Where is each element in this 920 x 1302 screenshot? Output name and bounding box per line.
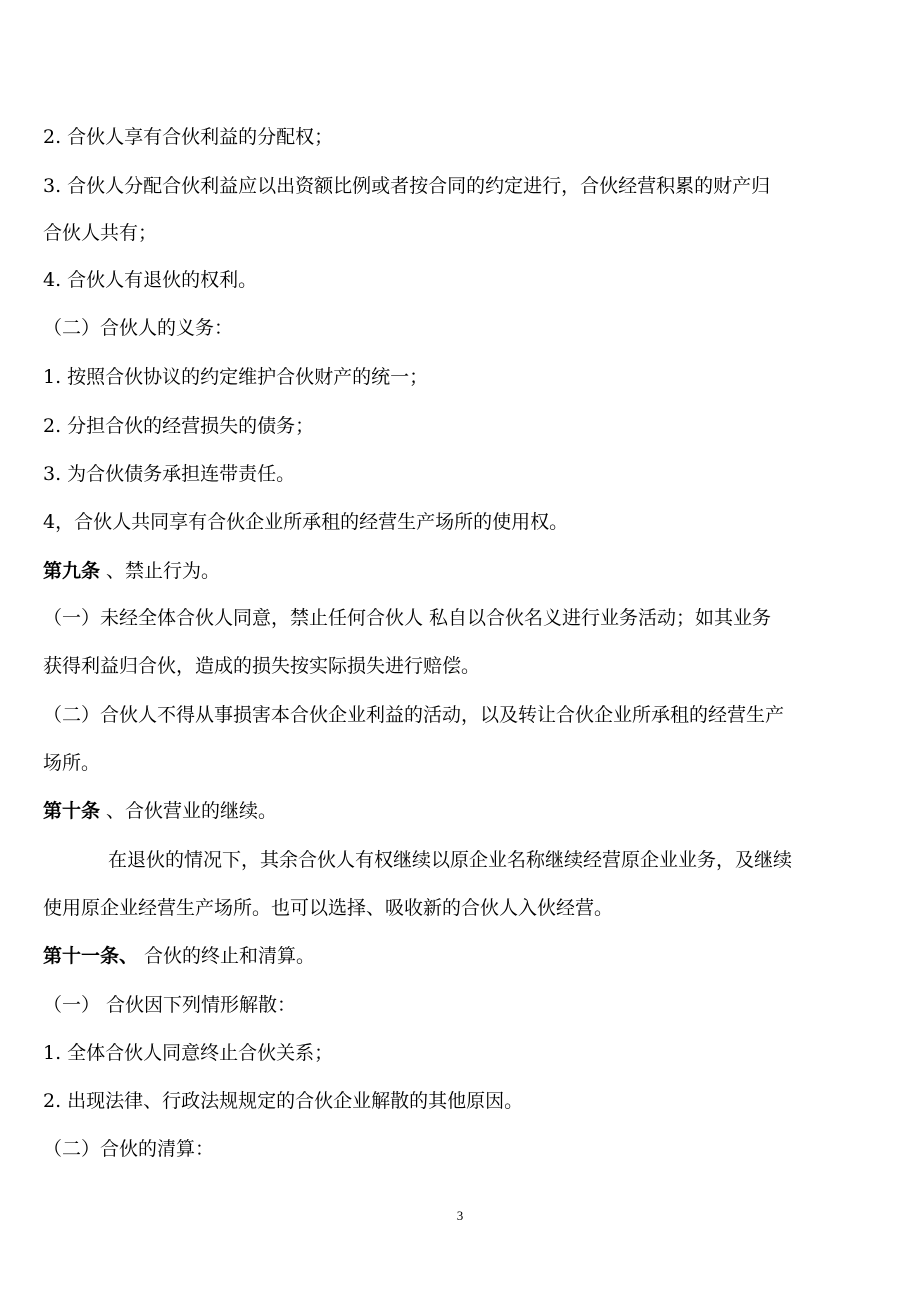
text-line: 4. 合伙人有退伙的权利。 bbox=[43, 269, 258, 291]
text-line: （二）合伙人不得从事损害本合伙企业利益的活动，以及转让合伙企业所承租的经营生产 bbox=[43, 704, 785, 726]
text-line: 3. 为合伙债务承担连带责任。 bbox=[43, 463, 296, 485]
article-heading bbox=[43, 799, 920, 823]
article-title: 、合伙营业的继续。 bbox=[100, 800, 278, 822]
text-line: （二）合伙的清算： bbox=[43, 1138, 215, 1160]
text-line: （一）未经全体合伙人同意，禁止任何合伙人 私自以合伙名义进行业务活动；如其业务 bbox=[43, 607, 772, 629]
text-line: 场所。 bbox=[43, 752, 101, 774]
text-line: （二）合伙人的义务： bbox=[43, 317, 234, 339]
text-line: （一） 合伙因下列情形解散： bbox=[43, 994, 297, 1016]
text-line: 1. 按照合伙协议的约定维护合伙财产的统一； bbox=[43, 366, 429, 388]
text-line: 2. 合伙人享有合伙利益的分配权； bbox=[43, 126, 334, 148]
article-number: 第十条 bbox=[43, 800, 101, 822]
page-number: 3 bbox=[456, 1208, 464, 1223]
article-title: 、禁止行为。 bbox=[100, 560, 221, 582]
text-line: 2. 分担合伙的经营损失的债务； bbox=[43, 415, 315, 437]
article-number: 第九条 bbox=[43, 560, 101, 582]
article-number: 第十一条、 bbox=[43, 945, 139, 967]
text-line: 合伙人共有； bbox=[43, 222, 158, 244]
article-heading bbox=[43, 559, 920, 583]
article-title: 合伙的终止和清算。 bbox=[138, 945, 316, 967]
text-line: 在退伙的情况下，其余合伙人有权继续以原企业名称继续经营原企业业务，及继续 bbox=[108, 849, 793, 871]
text-line: 2. 出现法律、行政法规规定的合伙企业解散的其他原因。 bbox=[43, 1090, 524, 1112]
text-line: 3. 合伙人分配合伙利益应以出资额比例或者按合同的约定进行，合伙经营积累的财产归 bbox=[43, 175, 771, 197]
text-line: 4，合伙人共同享有合伙企业所承租的经营生产场所的使用权。 bbox=[43, 511, 569, 533]
text-line: 获得利益归合伙，造成的损失按实际损失进行赔偿。 bbox=[43, 655, 481, 677]
text-line: 使用原企业经营生产场所。也可以选择、吸收新的合伙人入伙经营。 bbox=[43, 897, 614, 919]
article-heading bbox=[43, 944, 920, 968]
text-line: 1. 全体合伙人同意终止合伙关系； bbox=[43, 1042, 334, 1064]
